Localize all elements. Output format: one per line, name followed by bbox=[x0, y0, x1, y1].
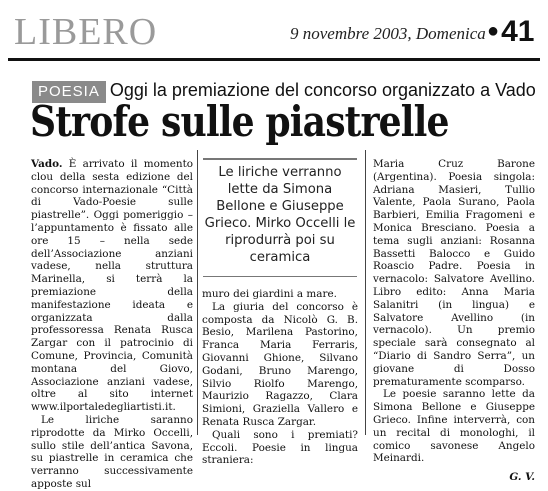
dateline: Vado. bbox=[31, 158, 63, 170]
column-divider bbox=[365, 150, 366, 435]
paragraph: È arrivato il momento clou della sesta edizione del concorso internazionale “Città di Vado-Poesie sulle piastrelle”. Oggi pomeriggio – l’appuntamento è fissato alle ore 15 – nella sede dell’Associazione anziani vadese, nella struttura Marinella, si terrà la premiazione della manifestazione ideata e organizzata dalla professoressa Renata Rusca Zargar con il patrocinio di Comune, Provincia, Comunità montana del Giovo, Associazione anziani vadese, oltre al sito internet www.ilportaledegliartisti.it. bbox=[31, 158, 193, 414]
paragraph: Le poesie saranno lette da Simona Bellone e Giuseppe Grieco. Infine interverrà, con un recital di monologhi, il comico savonese Angelo Meinardi. bbox=[373, 388, 535, 465]
author-signature: G. V. bbox=[509, 471, 535, 484]
newspaper-logo: LIBERO bbox=[14, 11, 158, 53]
paragraph: muro dei giardini a mare. bbox=[202, 288, 337, 300]
section-tag: POESIA bbox=[32, 81, 106, 103]
paragraph: Quali sono i premiati? Eccoli. Poesie in lingua straniera: bbox=[202, 428, 358, 467]
pull-quote: Le liriche verranno lette da Simona Bellone e Giuseppe Grieco. Mirko Occelli le riprodurrà poi su ceramica bbox=[203, 158, 357, 266]
masthead-rule bbox=[8, 58, 540, 61]
page-number-value: 41 bbox=[501, 15, 535, 48]
article-column-3 bbox=[373, 158, 535, 484]
pull-quote-rule bbox=[203, 276, 357, 277]
kicker: Oggi la premiazione del concorso organizzato a Vado bbox=[109, 80, 536, 100]
article-column-1 bbox=[31, 158, 193, 491]
issue-date: 9 novembre 2003, Domenica bbox=[290, 24, 486, 43]
column-divider bbox=[197, 150, 198, 435]
paragraph: Maria Cruz Barone (Argentina). Poesia singola: Adriana Masieri, Tullio Valente, Paola Surano, Paola Barbieri, Emilia Fragomeni e Monica Bresciano. Poesia a tema sugli anziani: Rosanna Bassetti Balocco e Guido Roascio Padre. Poesia in vernacolo: Salvatore Avellino. Libro edito: Anna Maria Salanitri (in lingua) e Salvatore Avellino (in vernacolo). Un premio speciale sarà consegnato al “Diario di Sandro Serra”, un giovane di Dosso prematuramente scomparso. bbox=[373, 158, 535, 388]
paragraph: Le liriche saranno riprodotte da Mirko Occelli, sullo stile dell’antica Savona, su piastrelle in ceramica che verranno successivamente apposte sul bbox=[31, 413, 193, 490]
paragraph: La giuria del concorso è composta da Nicolò G. B. Besio, Marilena Pastorino, Franca Maria Ferraris, Giovanni Ghione, Silvano Godani, Bruno Marengo, Silvio Riolfo Marengo, Maurizio Ragazzo, Clara Simioni, Graziella Vallero e Renata Rusca Zargar. bbox=[202, 300, 358, 428]
article-column-2 bbox=[202, 288, 358, 467]
masthead bbox=[0, 0, 548, 60]
page-number bbox=[487, 14, 534, 49]
headline: Strofe sulle piastrelle bbox=[30, 97, 449, 146]
bullet-icon: ● bbox=[487, 20, 500, 42]
